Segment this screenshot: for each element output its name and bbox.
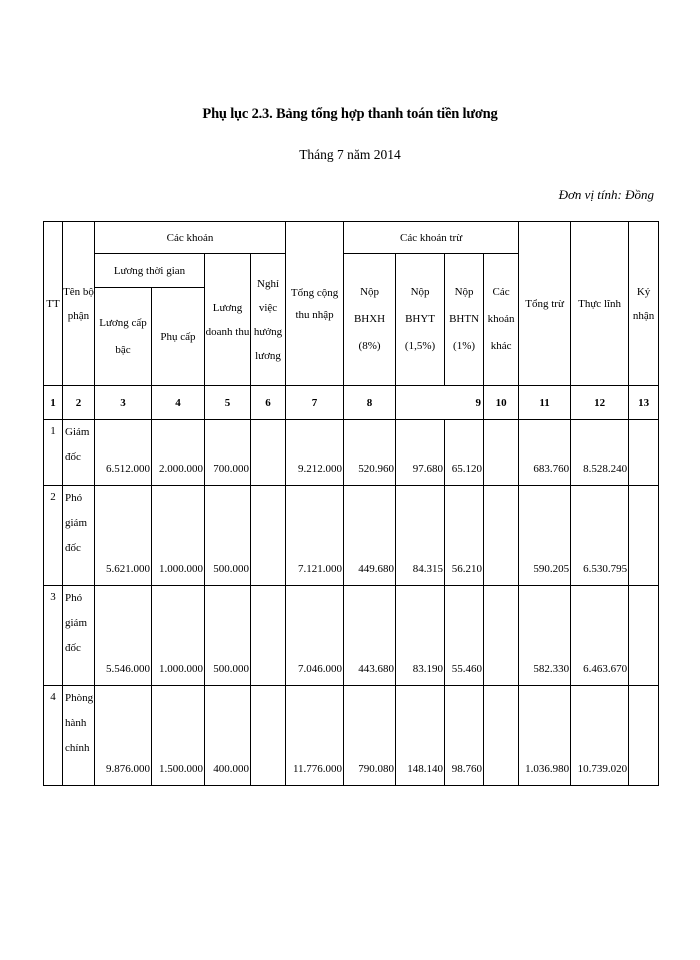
table-row bbox=[44, 486, 659, 586]
row-nghi-viec bbox=[251, 586, 286, 686]
row-luong-cap-bac: 5.621.000 bbox=[95, 486, 152, 586]
row-bhxh: 790.080 bbox=[344, 686, 396, 786]
row-bhtn: 65.120 bbox=[445, 420, 484, 486]
row-phu-cap: 1.000.000 bbox=[152, 586, 205, 686]
header-nghi-viec: Nghỉ việc hưởng lương bbox=[251, 254, 286, 386]
row-tong-tru: 582.330 bbox=[519, 586, 571, 686]
row-thuc-linh: 6.530.795 bbox=[571, 486, 629, 586]
header-ky-nhan: Ký nhận bbox=[629, 222, 659, 386]
page-title: Phụ lục 2.3. Bảng tổng hợp thanh toán tiền lương bbox=[202, 106, 498, 122]
index-cell: 7 bbox=[286, 386, 344, 420]
index-cell: 11 bbox=[519, 386, 571, 420]
row-khac bbox=[484, 420, 519, 486]
index-cell: 3 bbox=[95, 386, 152, 420]
row-thuc-linh: 8.528.240 bbox=[571, 420, 629, 486]
row-nghi-viec bbox=[251, 486, 286, 586]
index-row bbox=[44, 386, 659, 420]
row-khac bbox=[484, 486, 519, 586]
row-tong-tru: 1.036.980 bbox=[519, 686, 571, 786]
row-thuc-linh: 6.463.670 bbox=[571, 586, 629, 686]
page-subtitle: Tháng 7 năm 2014 bbox=[299, 147, 401, 162]
header-tt: TT bbox=[44, 222, 63, 386]
row-ky-nhan bbox=[629, 486, 659, 586]
header-phu-cap: Phụ cấp bbox=[152, 288, 205, 386]
row-khac bbox=[484, 686, 519, 786]
index-cell: 9 bbox=[396, 386, 484, 420]
table-row bbox=[44, 586, 659, 686]
header-nop-bhtn: Nộp BHTN (1%) bbox=[445, 254, 484, 386]
header-thuc-linh: Thực lĩnh bbox=[571, 222, 629, 386]
header-tong-tru: Tổng trừ bbox=[519, 222, 571, 386]
row-thuc-linh: 10.739.020 bbox=[571, 686, 629, 786]
row-luong-doanh-thu: 500.000 bbox=[205, 586, 251, 686]
header-nop-bhyt: Nộp BHYT (1,5%) bbox=[396, 254, 445, 386]
row-bhyt: 84.315 bbox=[396, 486, 445, 586]
row-luong-doanh-thu: 500.000 bbox=[205, 486, 251, 586]
header-luong-doanh-thu: Lương doanh thu bbox=[205, 254, 251, 386]
row-luong-doanh-thu: 400.000 bbox=[205, 686, 251, 786]
row-bhxh: 443.680 bbox=[344, 586, 396, 686]
index-cell: 13 bbox=[629, 386, 659, 420]
row-tong-thu-nhap: 11.776.000 bbox=[286, 686, 344, 786]
row-bhxh: 449.680 bbox=[344, 486, 396, 586]
index-cell: 12 bbox=[571, 386, 629, 420]
row-bhtn: 55.460 bbox=[445, 586, 484, 686]
row-luong-doanh-thu: 700.000 bbox=[205, 420, 251, 486]
unit-note: Đơn vị tính: Đồng bbox=[558, 187, 654, 202]
row-nghi-viec bbox=[251, 686, 286, 786]
header-tong-cong-thu-nhap: Tổng cộng thu nhập bbox=[286, 222, 344, 386]
row-tt: 1 bbox=[44, 420, 63, 486]
row-dept: Phó giám đốc bbox=[63, 586, 95, 686]
row-khac bbox=[484, 586, 519, 686]
index-cell: 2 bbox=[63, 386, 95, 420]
row-tong-thu-nhap: 7.121.000 bbox=[286, 486, 344, 586]
index-cell: 4 bbox=[152, 386, 205, 420]
row-tt: 4 bbox=[44, 686, 63, 786]
index-cell: 10 bbox=[484, 386, 519, 420]
row-dept: Phó giám đốc bbox=[63, 486, 95, 586]
header-nop-bhxh: Nộp BHXH (8%) bbox=[344, 254, 396, 386]
header-cac-khoan-tru: Các khoản trừ bbox=[344, 222, 519, 254]
row-bhxh: 520.960 bbox=[344, 420, 396, 486]
row-luong-cap-bac: 5.546.000 bbox=[95, 586, 152, 686]
row-tt: 3 bbox=[44, 586, 63, 686]
row-tong-tru: 590.205 bbox=[519, 486, 571, 586]
row-bhyt: 148.140 bbox=[396, 686, 445, 786]
header-cac-khoan: Các khoản bbox=[95, 222, 286, 254]
row-nghi-viec bbox=[251, 420, 286, 486]
row-phu-cap: 1.000.000 bbox=[152, 486, 205, 586]
row-dept: Phòng hành chính bbox=[63, 686, 95, 786]
row-ky-nhan bbox=[629, 686, 659, 786]
row-phu-cap: 2.000.000 bbox=[152, 420, 205, 486]
row-tt: 2 bbox=[44, 486, 63, 586]
row-luong-cap-bac: 6.512.000 bbox=[95, 420, 152, 486]
index-cell: 6 bbox=[251, 386, 286, 420]
row-phu-cap: 1.500.000 bbox=[152, 686, 205, 786]
table-row bbox=[44, 686, 659, 786]
row-bhtn: 98.760 bbox=[445, 686, 484, 786]
row-luong-cap-bac: 9.876.000 bbox=[95, 686, 152, 786]
index-cell: 1 bbox=[44, 386, 63, 420]
row-bhtn: 56.210 bbox=[445, 486, 484, 586]
row-bhyt: 97.680 bbox=[396, 420, 445, 486]
table-row bbox=[44, 420, 659, 486]
header-cac-khoan-khac: Các khoản khác bbox=[484, 254, 519, 386]
row-dept: Giám đốc bbox=[63, 420, 95, 486]
row-tong-thu-nhap: 9.212.000 bbox=[286, 420, 344, 486]
row-tong-thu-nhap: 7.046.000 bbox=[286, 586, 344, 686]
row-ky-nhan bbox=[629, 420, 659, 486]
row-bhyt: 83.190 bbox=[396, 586, 445, 686]
index-cell: 8 bbox=[344, 386, 396, 420]
row-tong-tru: 683.760 bbox=[519, 420, 571, 486]
row-ky-nhan bbox=[629, 586, 659, 686]
header-ten-bo-phan: Tên bộ phận bbox=[63, 222, 95, 386]
header-luong-cap-bac: Lương cấp bậc bbox=[95, 288, 152, 386]
header-luong-thoi-gian: Lương thời gian bbox=[95, 254, 205, 288]
index-cell: 5 bbox=[205, 386, 251, 420]
payroll-table bbox=[43, 221, 659, 786]
